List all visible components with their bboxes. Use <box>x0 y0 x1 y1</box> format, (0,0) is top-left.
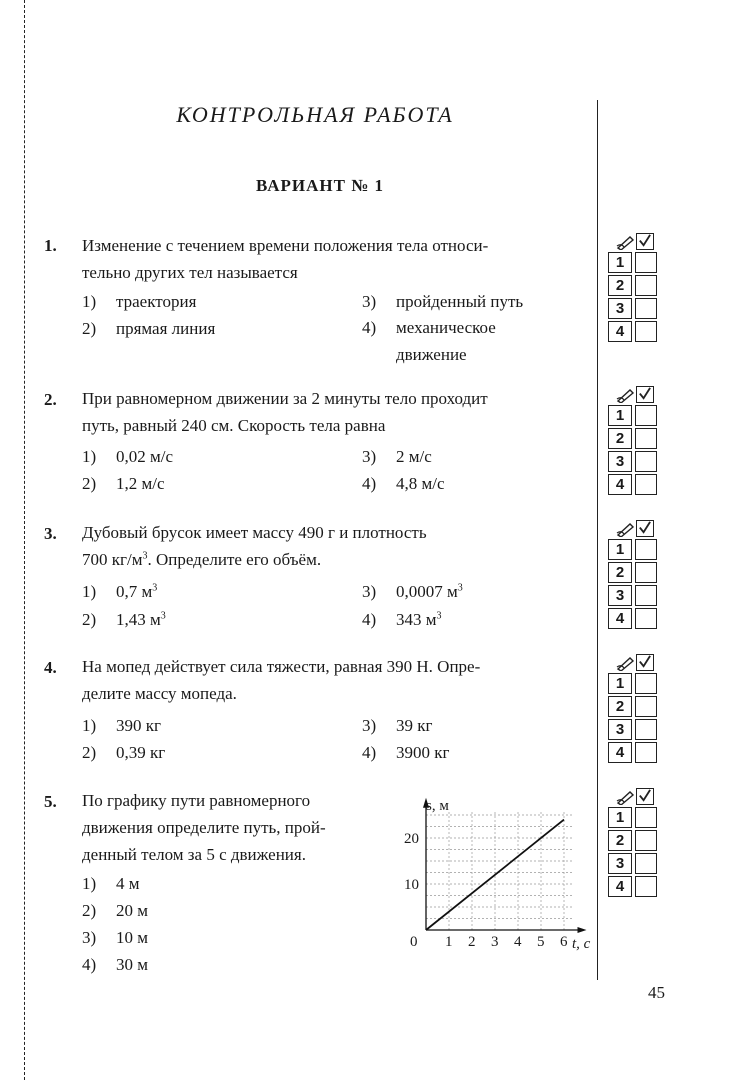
answer-row <box>608 585 660 608</box>
pencil-icon <box>616 521 636 537</box>
answer-row <box>608 742 660 765</box>
question-4-line-2: делите массу мопеда. <box>82 684 237 703</box>
answer-row <box>608 696 660 719</box>
answer-boxes-q5 <box>608 787 660 899</box>
answer-number-box: 3 <box>608 719 632 740</box>
answer-number-box: 4 <box>608 474 632 495</box>
question-5-line-3: денный телом за 5 с движения. <box>82 845 306 864</box>
question-5-option-2: 2) 20 м <box>82 901 149 920</box>
question-1-option-3: 3) пройденный путь <box>362 292 524 311</box>
chart-tick-labels <box>404 831 568 950</box>
answer-checkbox[interactable] <box>635 405 657 426</box>
answer-number-box: 4 <box>608 742 632 763</box>
answer-number-box: 1 <box>608 252 632 273</box>
pencil-icon <box>616 234 636 250</box>
question-1-number: 1. <box>44 236 57 255</box>
checkbox-check-icon <box>636 788 654 805</box>
x-tick-label: 3 <box>491 934 499 950</box>
pencil-icon <box>616 789 636 805</box>
answer-boxes-q3 <box>608 519 660 631</box>
answer-number-box: 3 <box>608 853 632 874</box>
x-tick-label: 6 <box>560 934 568 950</box>
answer-row <box>608 673 660 696</box>
answer-number-box: 4 <box>608 876 632 897</box>
answer-number-box: 4 <box>608 608 632 629</box>
question-2-option-3: 3) 2 м/с <box>362 447 432 466</box>
answer-boxes-q1 <box>608 232 660 344</box>
x-tick-label: 5 <box>537 934 545 950</box>
answer-number-box: 3 <box>608 451 632 472</box>
question-3-number: 3. <box>44 524 57 543</box>
y-tick-label: 20 <box>404 831 419 847</box>
answer-number-box: 2 <box>608 830 632 851</box>
answer-checkbox[interactable] <box>635 673 657 694</box>
answer-checkbox[interactable] <box>635 853 657 874</box>
chart-x-axis-label: t, с <box>572 936 591 952</box>
checkbox-check-icon <box>636 654 654 671</box>
question-3-line-1: Дубовый брусок имеет массу 490 г и плотность <box>82 523 427 542</box>
question-2-option-4: 4) 4,8 м/с <box>362 474 445 493</box>
answer-row <box>608 830 660 853</box>
answer-row <box>608 321 660 344</box>
answer-checkbox[interactable] <box>635 807 657 828</box>
question-3-text <box>82 519 592 573</box>
answer-checkbox[interactable] <box>635 451 657 472</box>
answer-number-box: 2 <box>608 428 632 449</box>
checkbox-check-icon <box>636 520 654 537</box>
answer-checkbox[interactable] <box>635 742 657 763</box>
x-tick-label: 0 <box>410 934 418 950</box>
x-tick-label: 2 <box>468 934 476 950</box>
question-5-line-2: движения определите путь, прой- <box>82 818 326 837</box>
answer-checkbox[interactable] <box>635 252 657 273</box>
question-5-line-1: По графику пути равномерного <box>82 791 311 810</box>
answer-checkbox[interactable] <box>635 876 657 897</box>
question-4-number: 4. <box>44 658 57 677</box>
question-1-line-2: тельно других тел называется <box>82 263 298 282</box>
question-2-line-1: При равномерном движении за 2 минуты тело проходит <box>82 389 488 408</box>
answer-boxes-q4 <box>608 653 660 765</box>
answer-row <box>608 853 660 876</box>
answer-number-box: 1 <box>608 807 632 828</box>
question-2-option-1: 1) 0,02 м/с <box>82 447 174 466</box>
answer-row <box>608 252 660 275</box>
y-tick-label: 10 <box>404 877 419 893</box>
answer-checkbox[interactable] <box>635 428 657 449</box>
answer-checkbox[interactable] <box>635 719 657 740</box>
answer-number-box: 2 <box>608 562 632 583</box>
answer-row <box>608 807 660 830</box>
answer-header <box>608 519 660 539</box>
chart-y-axis-label: s, м <box>426 798 449 814</box>
answer-row <box>608 719 660 742</box>
answer-number-box: 1 <box>608 673 632 694</box>
question-5-option-3: 3) 10 м <box>82 928 149 947</box>
question-2-line-2: путь, равный 240 см. Скорость тела равна <box>82 416 386 435</box>
answer-header <box>608 232 660 252</box>
answer-number-box: 1 <box>608 539 632 560</box>
answer-checkbox[interactable] <box>635 562 657 583</box>
question-4-option-1: 1) 390 кг <box>82 716 161 735</box>
answer-row <box>608 451 660 474</box>
question-3-option-4: 4) 343 $м^3$ <box>362 610 442 629</box>
question-4-option-2: 2) 0,39 кг <box>82 743 166 762</box>
checkbox-check-icon <box>636 233 654 250</box>
answer-checkbox[interactable] <box>635 298 657 319</box>
x-axis-arrow <box>578 927 587 933</box>
x-tick-label: 1 <box>445 934 453 950</box>
question-2-option-2: 2) 1,2 м/с <box>82 474 165 493</box>
answer-number-box: 3 <box>608 298 632 319</box>
question-5-option-1: 1) 4 м <box>82 874 140 893</box>
answer-checkbox[interactable] <box>635 321 657 342</box>
answer-number-box: 4 <box>608 321 632 342</box>
question-3-option-3: 3) 0,0007 $м^3$ <box>362 582 463 601</box>
answer-checkbox[interactable] <box>635 275 657 296</box>
answer-row <box>608 275 660 298</box>
question-5-option-4: 4) 30 м <box>82 955 149 974</box>
answer-row <box>608 428 660 451</box>
question-1-line-1: Изменение с течением времени положения тела относи- <box>82 236 489 255</box>
answer-number-box: 2 <box>608 696 632 717</box>
answer-row <box>608 405 660 428</box>
pencil-icon <box>616 387 636 403</box>
question-5-text <box>82 787 382 868</box>
answer-checkbox[interactable] <box>635 608 657 629</box>
question-5-number: 5. <box>44 792 57 811</box>
question-4-line-1: На мопед действует сила тяжести, равная 390 Н. Опре- <box>82 657 481 676</box>
answer-number-box: 3 <box>608 585 632 606</box>
answer-checkbox[interactable] <box>635 830 657 851</box>
answer-header <box>608 385 660 405</box>
question-3-line-2: 700 $кг/м^3$. Определите его объём. <box>82 550 322 569</box>
cut-line <box>24 0 25 1080</box>
answer-row <box>608 562 660 585</box>
answer-row <box>608 298 660 321</box>
question-2-number: 2. <box>44 390 57 409</box>
question-1-option-1: 1) траектория <box>82 292 197 311</box>
question-1-option-2: 2) прямая линия <box>82 319 216 338</box>
answer-row <box>608 608 660 631</box>
checkbox-check-icon <box>636 386 654 403</box>
question-4-text <box>82 653 592 707</box>
answer-number-box: 2 <box>608 275 632 296</box>
question-2-text <box>82 385 592 439</box>
answer-checkbox[interactable] <box>635 696 657 717</box>
question-3-option-1: 1) 0,7 $м^3$ <box>82 582 158 601</box>
question-3-option-2: 2) 1,43 $м^3$ <box>82 610 166 629</box>
question-4-option-3: 3) 39 кг <box>362 716 433 735</box>
answer-header <box>608 653 660 673</box>
answer-row <box>608 876 660 899</box>
answer-boxes-q2 <box>608 385 660 497</box>
answer-number-box: 1 <box>608 405 632 426</box>
question-4-option-4: 4) 3900 кг <box>362 743 450 762</box>
page-title: КОНТРОЛЬНАЯ РАБОТА <box>176 102 454 127</box>
answer-checkbox[interactable] <box>635 539 657 560</box>
answer-checkbox[interactable] <box>635 474 657 495</box>
answer-row <box>608 539 660 562</box>
answer-header <box>608 787 660 807</box>
page-number: 45 <box>648 983 665 1002</box>
question-1-option-4: 4) механическое движение <box>362 318 496 364</box>
distance-time-graph <box>404 790 604 960</box>
x-tick-label: 4 <box>514 934 522 950</box>
answer-checkbox[interactable] <box>635 585 657 606</box>
answer-row <box>608 474 660 497</box>
variant-heading: ВАРИАНТ № 1 <box>255 176 385 195</box>
pencil-icon <box>616 655 636 671</box>
question-1-text <box>82 232 592 286</box>
